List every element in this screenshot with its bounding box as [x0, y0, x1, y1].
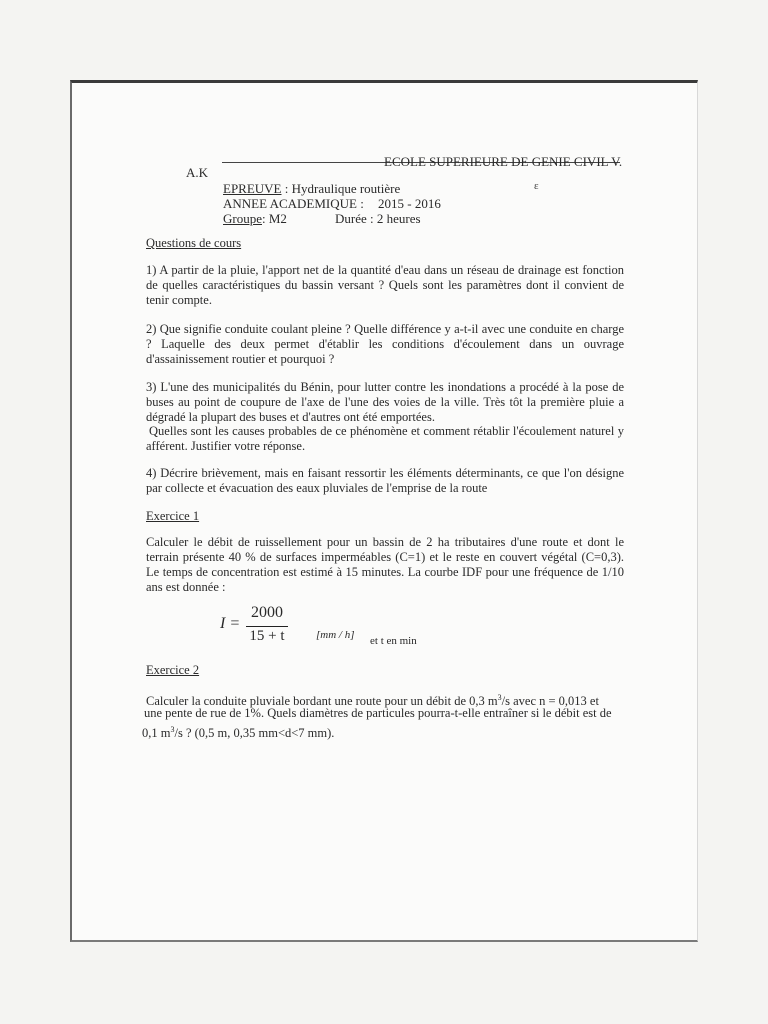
formula-denominator: 15 + t — [249, 628, 285, 644]
idf-formula — [220, 604, 460, 652]
annee-line — [223, 196, 364, 211]
school-name: ECOLE SUPERIEURE DE GENIE CIVIL V. — [384, 154, 623, 169]
initials: A.K — [186, 165, 209, 180]
section-title-ex1: Exercice 1 — [146, 509, 200, 523]
ex2-line1a: Calculer la conduite pluviale bordant une route pour un débit de 0,3 m — [146, 694, 498, 709]
question-1: 1) A partir de la pluie, l'apport net de la quantité d'eau dans un réseau de drainage est fonction de quelles caractéristiques du bassin versant ? Quels sont les paramètres dont il convient de tenir compte. — [146, 263, 624, 307]
groupe-line — [223, 211, 287, 226]
ex2-line3b: /s ? (0,5 m, 0,35 mm<d<7 mm). — [174, 726, 335, 741]
ex2-line3a: 0,1 m — [142, 726, 171, 741]
ex2-line1-sup: 3 — [497, 693, 502, 702]
fraction-bar — [246, 626, 288, 627]
section-title-ex2: Exercice 2 — [146, 663, 200, 677]
annee-label: ANNEE ACADEMIQUE : — [223, 196, 364, 211]
question-3b: Quelles sont les causes probables de ce phénomène et comment rétablir l'écoulement naturel y afférent. Justifier votre réponse. — [146, 424, 624, 453]
ex2-line3-sup: 3 — [170, 725, 175, 734]
epreuve-value: : Hydraulique routière — [281, 181, 401, 196]
question-2: 2) Que signifie conduite coulant pleine ? Quelle différence y a-t-il avec une conduite en charge ? Laquelle des deux permet d'établir les conditions d'écoulement dans un ouvrage d'assainissement routier et pourquoi ? — [146, 322, 624, 366]
groupe-value: : M2 — [262, 211, 287, 226]
epreuve-label: EPREUVE — [223, 181, 282, 196]
ex2-line1b: /s avec n = 0,013 et — [501, 694, 599, 709]
section-title-cours: Questions de cours — [146, 236, 242, 250]
question-3a: 3) L'une des municipalités du Bénin, pour lutter contre les inondations a procédé à la pose de buses au point de coupure de l'axe de l'une des voies de la ville. Très tôt la première pluie a dégradé la plupart des buses et d'autres ont été emportées. — [146, 380, 624, 424]
formula-numerator: 2000 — [251, 604, 283, 621]
groupe-label: Groupe — [223, 211, 262, 226]
annee-value: 2015 - 2016 — [378, 196, 441, 211]
formula-unit: [mm / h] — [316, 629, 355, 641]
formula-note: et t en min — [370, 635, 417, 647]
duree: Durée : 2 heures — [335, 211, 421, 226]
formula-lhs: I = — [220, 615, 241, 632]
question-4: 4) Décrire brièvement, mais en faisant ressortir les éléments déterminants, ce que l'on désigne par collecte et évacuation des eaux pluviales de l'emprise de la route — [146, 466, 624, 495]
exercise-1-text: Calculer le débit de ruissellement pour un bassin de 2 ha tributaires d'une route et dont le terrain présente 40 % de surfaces imperméables (C=1) et le reste en couvert végétal (C=0,3). Le temps de concentration est estimé à 15 minutes. La courbe IDF pour une fréquence de 1/10 ans est donnée : — [146, 535, 624, 594]
exercise-2-line3 — [142, 722, 334, 741]
margin-mark: ɛ — [534, 180, 539, 192]
exercise-2-line2: une pente de rue de 1%. Quels diamètres de particules pourra-t-elle entraîner si le débit est de — [144, 706, 612, 720]
epreuve-line — [223, 181, 400, 196]
